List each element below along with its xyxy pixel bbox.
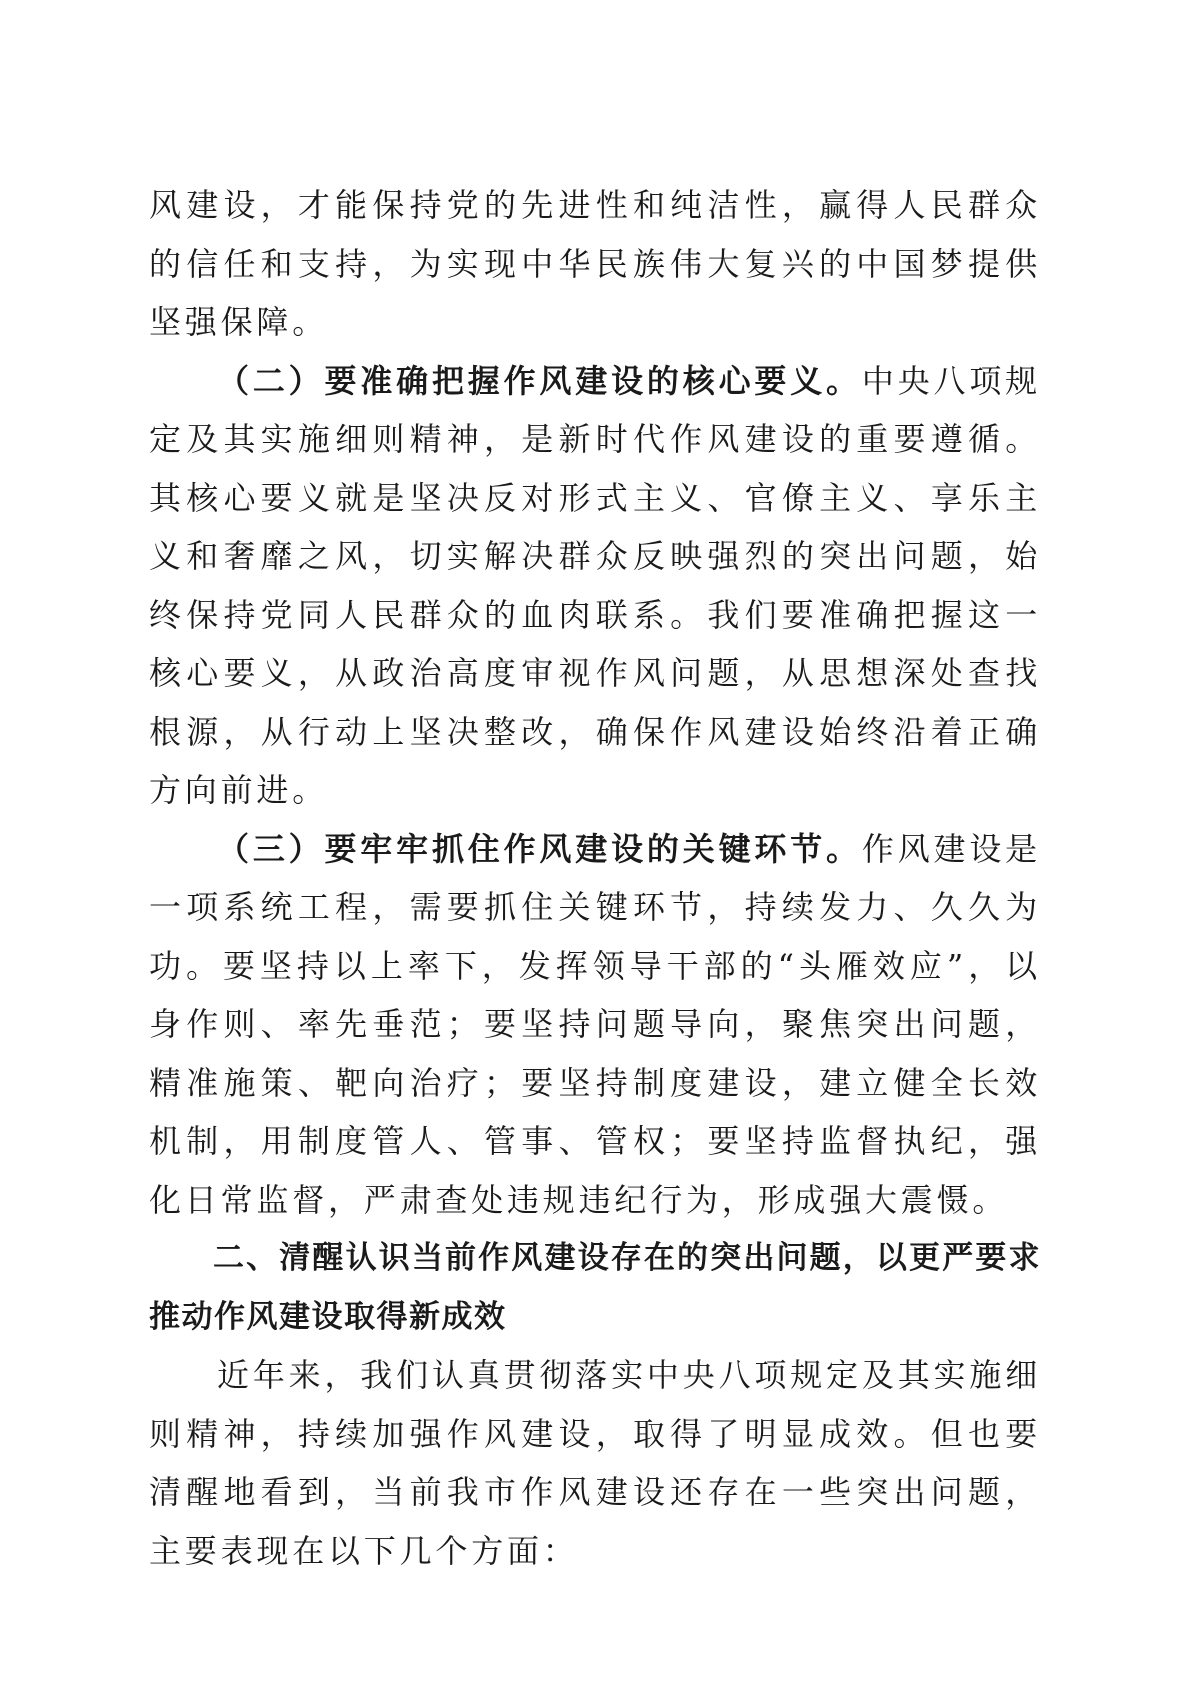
paragraph-key-links <box>149 820 1041 1230</box>
paragraph-lead: （三）要牢牢抓住作风建设的关键环节。 <box>217 829 862 868</box>
paragraph-lead: （二）要准确把握作风建设的核心要义。 <box>217 361 862 400</box>
paragraph-text: 近年来，我们认真贯彻落实中央八项规定及其实施细则精神，持续加强作风建设，取得了明显成效。但也要清醒地看到，当前我市作风建设还存在一些突出问题，主要表现在以下几个方面： <box>149 1356 1041 1570</box>
paragraph-text: 风建设，才能保持党的先进性和纯洁性，赢得人民群众的信任和支持，为实现中华民族伟大复兴的中国梦提供坚强保障。 <box>149 186 1041 341</box>
paragraph-continuation <box>149 176 1041 352</box>
paragraph-text: 中央八项规定及其实施细则精神，是新时代作风建设的重要遵循。其核心要义就是坚决反对形式主义、官僚主义、享乐主义和奢靡之风，切实解决群众反映强烈的突出问题，始终保持党同人民群众的血肉联系。我们要准确把握这一核心要义，从政治高度审视作风问题，从思想深处查找根源，从行动上坚决整改，确保作风建设始终沿着正确方向前进。 <box>149 361 1041 809</box>
paragraph-core-meaning <box>149 352 1041 820</box>
paragraph-text: 作风建设是一项系统工程，需要抓住关键环节，持续发力、久久为功。要坚持以上率下，发挥领导干部的“头雁效应”，以身作则、率先垂范；要坚持问题导向，聚焦突出问题，精准施策、靶向治疗；要坚持制度建设，建立健全长效机制，用制度管人、管事、管权；要坚持监督执纪，强化日常监督，严肃查处违规违纪行为，形成强大震慑。 <box>149 829 1041 1219</box>
document-body <box>149 176 1041 1580</box>
paragraph-section-intro <box>149 1346 1041 1580</box>
section-heading: 二、清醒认识当前作风建设存在的突出问题，以更严要求推动作风建设取得新成效 <box>149 1240 1041 1335</box>
